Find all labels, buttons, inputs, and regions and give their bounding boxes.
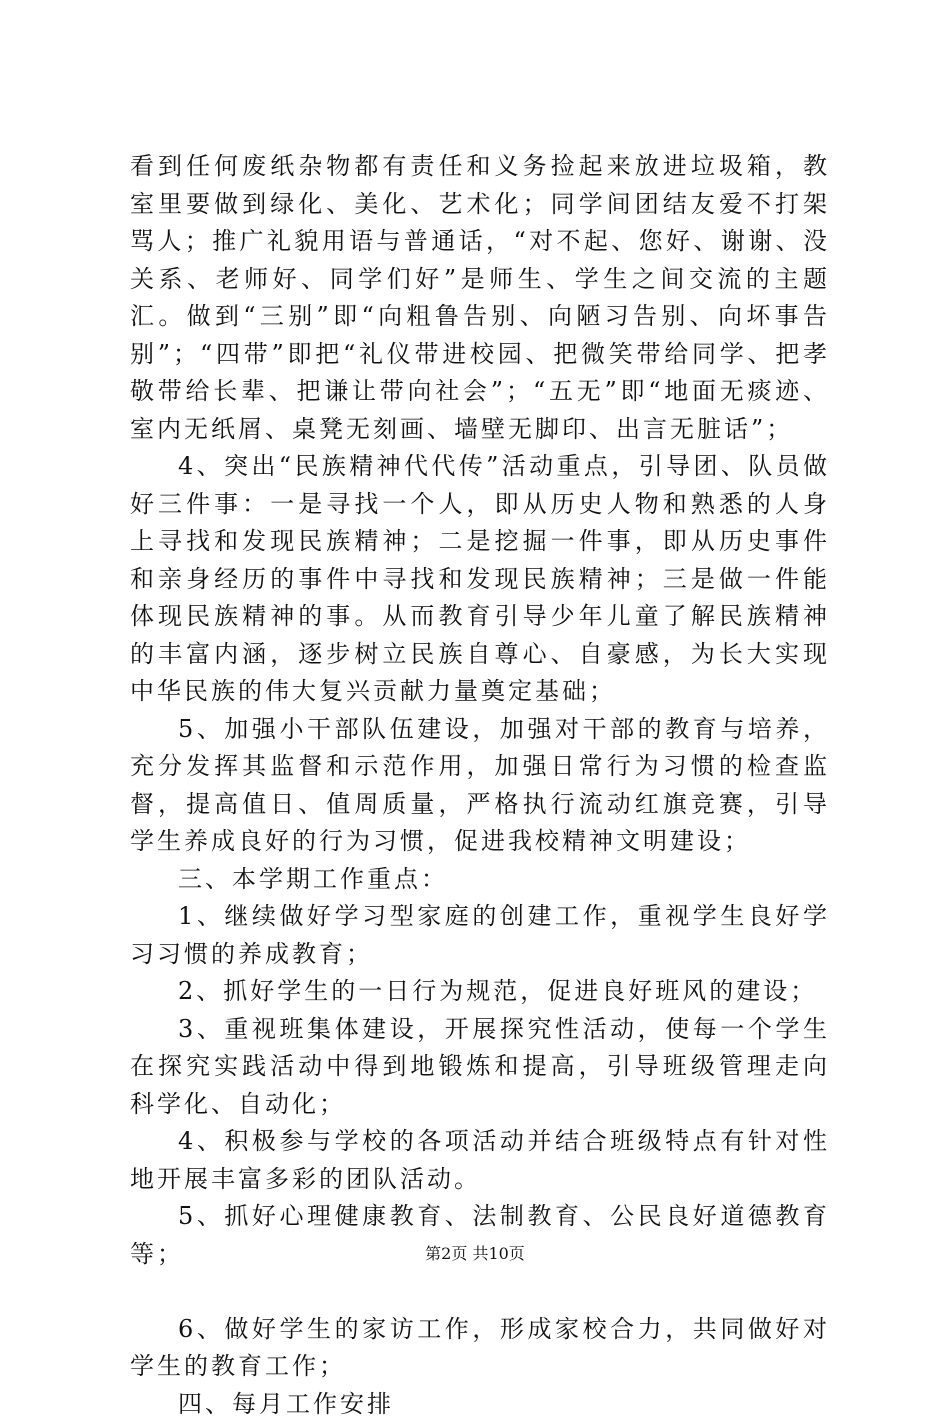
- document-body: [130, 148, 830, 1423]
- section-heading-semester-focus: 三、本学期工作重点：: [130, 861, 830, 899]
- paragraph-focus-item-3: 3、重视班集体建设，开展探究性活动，使每一个学生在探究实践活动中得到地锻炼和提高，引导班级管理走向科学化、自动化；: [130, 1011, 830, 1124]
- paragraph-focus-item-4: 4、积极参与学校的各项活动并结合班级特点有针对性地开展丰富多彩的团队活动。: [130, 1123, 830, 1198]
- paragraph-focus-item-5: 5、抓好心理健康教育、法制教育、公民良好道德教育等；: [130, 1198, 830, 1273]
- paragraph-focus-item-1: 1、继续做好学习型家庭的创建工作，重视学生良好学习习惯的养成教育；: [130, 898, 830, 973]
- section-heading-monthly-schedule: 四、每月工作安排: [130, 1386, 830, 1423]
- paragraph-continued-conduct-rules: 看到任何废纸杂物都有责任和义务捡起来放进垃圾箱，教室里要做到绿化、美化、艺术化；同学间团结友爱不打架骂人；推广礼貌用语与普通话，“对不起、您好、谢谢、没关系、老师好、同学们好”是师生、学生之间交流的主题汇。做到“三别”即“向粗鲁告别、向陋习告别、向坏事告别”；“四带”即把“礼仪带进校园、把微笑带给同学、把孝敬带给长辈、把谦让带向社会”；“五无”即“地面无痰迹、室内无纸屑、桌凳无刻画、墙壁无脚印、出言无脏话”；: [130, 148, 830, 448]
- paragraph-item-5-student-cadres: 5、加强小干部队伍建设，加强对干部的教育与培养，充分发挥其监督和示范作用，加强日常行为习惯的检查监督，提高值日、值周质量，严格执行流动红旗竞赛，引导学生养成良好的行为习惯，促进我校精神文明建设；: [130, 711, 830, 861]
- paragraph-item-4-national-spirit: 4、突出“民族精神代代传”活动重点，引导团、队员做好三件事：一是寻找一个人，即从历史人物和熟悉的人身上寻找和发现民族精神；二是挖掘一件事，即从历史事件和亲身经历的事件中寻找和发现民族精神；三是做一件能体现民族精神的事。从而教育引导少年儿童了解民族精神的丰富内涵，逐步树立民族自尊心、自豪感，为长大实现中华民族的伟大复兴贡献力量奠定基础；: [130, 448, 830, 711]
- page-number-footer: 第2页 共10页: [0, 1242, 950, 1266]
- blank-line: [130, 1273, 830, 1311]
- paragraph-focus-item-2: 2、抓好学生的一日行为规范，促进良好班风的建设；: [130, 973, 830, 1011]
- paragraph-focus-item-6: 6、做好学生的家访工作，形成家校合力，共同做好对学生的教育工作；: [130, 1311, 830, 1386]
